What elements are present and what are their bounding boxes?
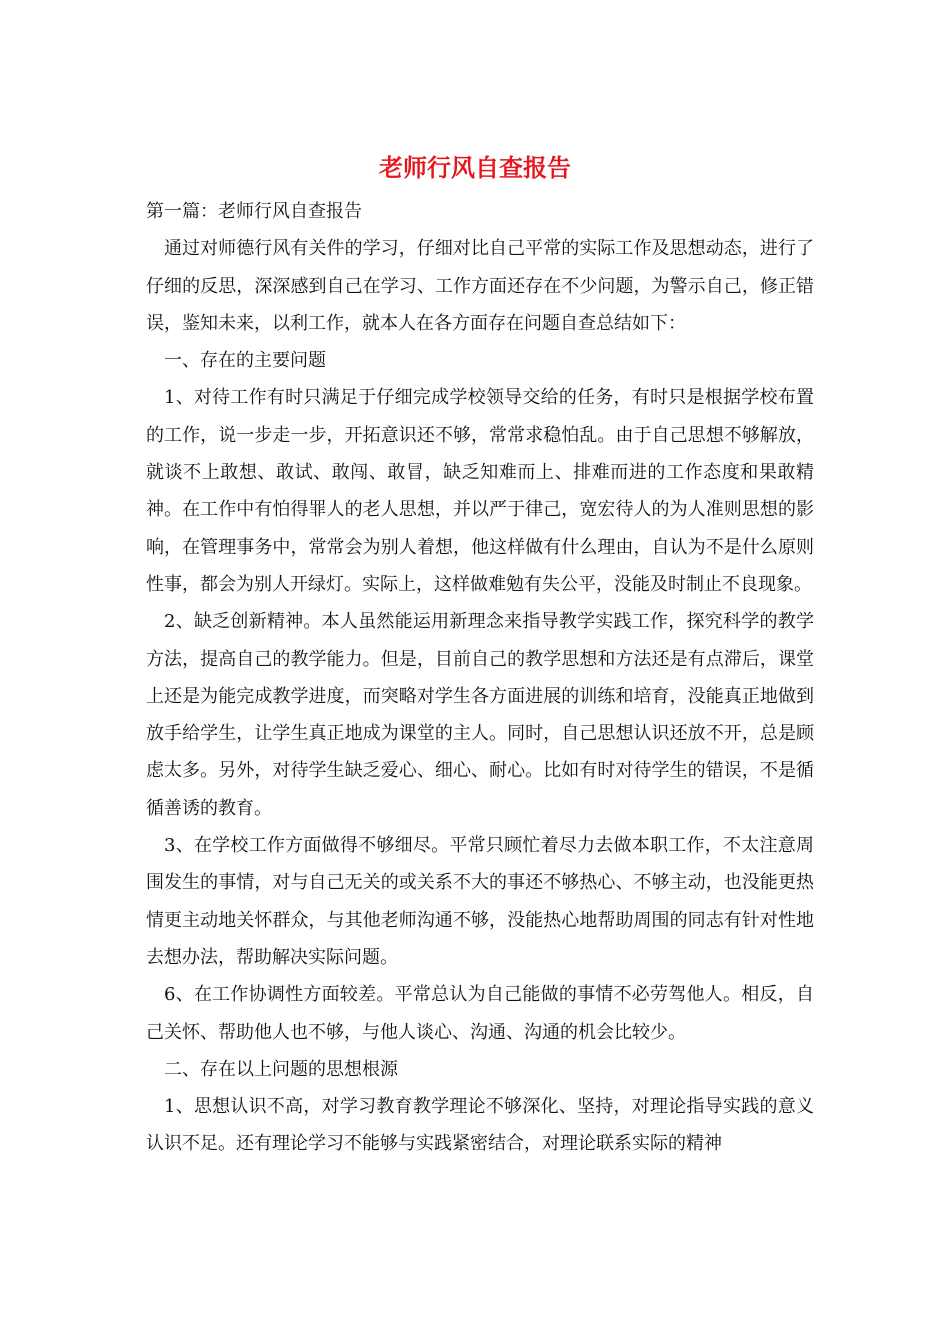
problem-paragraph-6: 6、在工作协调性方面较差。平常总认为自己能做的事情不必劳驾他人。相反，自己关怀、帮助他人也不够，与他人谈心、沟通、沟通的机会比较少。: [146, 984, 814, 1043]
section-heading-roots: 二、存在以上问题的思想根源: [164, 1058, 398, 1080]
document-subtitle: 第一篇：老师行风自查报告: [146, 201, 362, 222]
problem-paragraph-3: 3、在学校工作方面做得不够细尽。平常只顾忙着尽力去做本职工作，不太注意周围发生的事情，对与自己无关的或关系不大的事还不够热心、不够主动，也没能更热情更主动地关怀群众，与其他老师沟通不够，没能热心地帮助周围的同志有针对性地去想办法，帮助解决实际问题。: [146, 835, 814, 968]
intro-paragraph: 通过对师德行风有关件的学习，仔细对比自己平常的实际工作及思想动态，进行了仔细的反思，深深感到自己在学习、工作方面还存在不少问题，为警示自己，修正错误，鉴知未来，以利工作，就本人在各方面存在问题自查总结如下：: [146, 238, 814, 334]
problem-paragraph-2: 2、缺乏创新精神。本人虽然能运用新理念来指导教学实践工作，探究科学的教学方法，提高自己的教学能力。但是，目前自己的教学思想和方法还是有点滞后，课堂上还是为能完成教学进度，而突略对学生各方面进展的训练和培育，没能真正地做到放手给学生，让学生真正地成为课堂的主人。同时，自己思想认识还放不开，总是顾虑太多。另外，对待学生缺乏爱心、细心、耐心。比如有时对待学生的错误，不是循循善诱的教育。: [146, 611, 814, 819]
problem-paragraph-1: 1、对待工作有时只满足于仔细完成学校领导交给的任务，有时只是根据学校布置的工作，说一步走一步，开拓意识还不够，常常求稳怕乱。由于自己思想不够解放，就谈不上敢想、敢试、敢闯、敢冒，缺乏知难而上、排难而进的工作态度和果敢精神。在工作中有怕得罪人的老人思想，并以严于律己，宽宏待人的为人准则思想的影响，在管理事务中，常常会为别人着想，他这样做有什么理由，自认为不是什么原则性事，都会为别人开绿灯。实际上，这样做难勉有失公平，没能及时制止不良现象。: [146, 387, 814, 595]
section-heading-problems: 一、存在的主要问题: [164, 350, 326, 372]
document-body: [146, 193, 814, 1163]
root-paragraph-1: 1、思想认识不高，对学习教育教学理论不够深化、坚持，对理论指导实践的意义认识不足。还有理论学习不能够与实践紧密结合，对理论联系实际的精神: [146, 1096, 814, 1155]
document-title: 老师行风自查报告: [379, 153, 571, 182]
